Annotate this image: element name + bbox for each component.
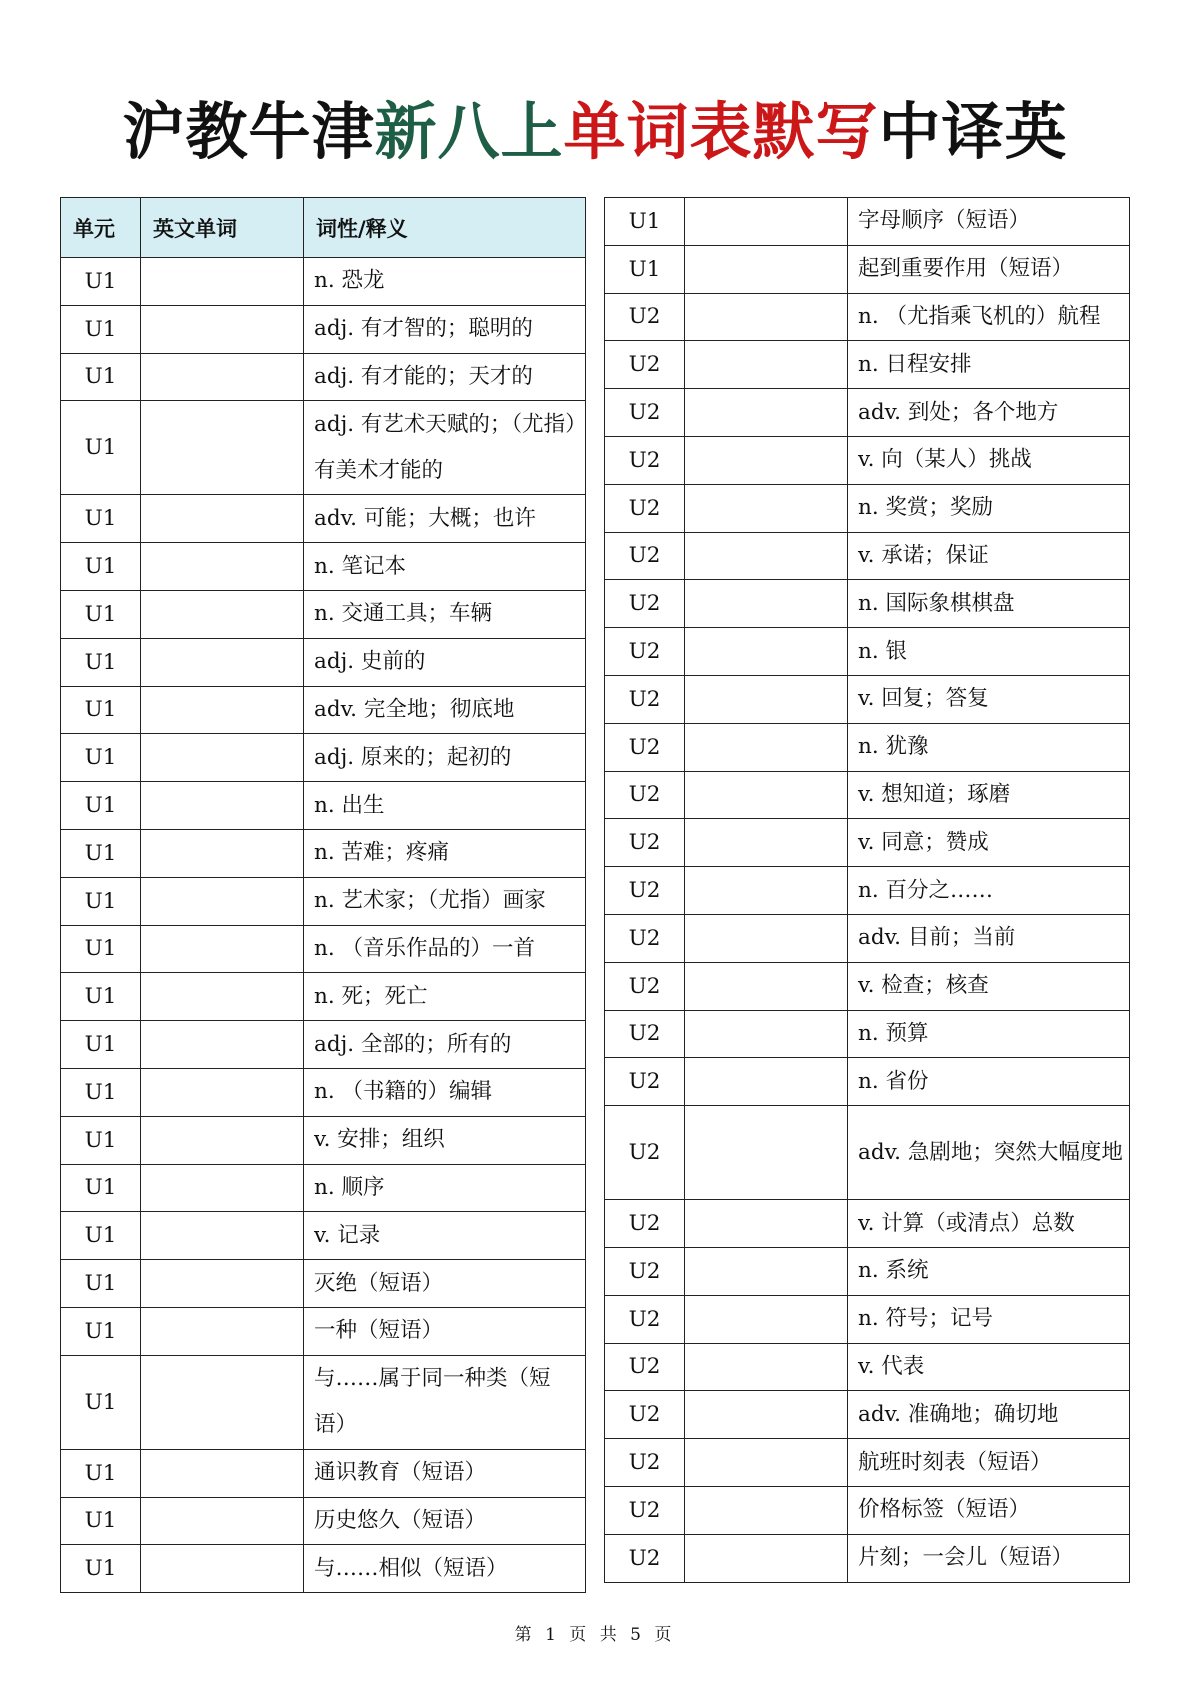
definition-cell: n. 恐龙 <box>304 258 586 306</box>
definition-cell: n. 犹豫 <box>848 723 1130 771</box>
definition-cell: n. （音乐作品的）一首 <box>304 925 586 973</box>
unit-cell: U1 <box>61 973 141 1021</box>
definition-cell: n. 死；死亡 <box>304 973 586 1021</box>
definition-cell: v. 回复；答复 <box>848 675 1130 723</box>
table-row <box>605 723 1130 771</box>
english-word-blank[interactable] <box>141 1449 304 1497</box>
unit-cell: U2 <box>605 1200 685 1248</box>
table-row <box>61 1021 586 1069</box>
table-row <box>605 962 1130 1010</box>
table-row <box>605 1343 1130 1391</box>
table-row <box>605 1486 1130 1534</box>
definition-cell: v. 检查；核查 <box>848 962 1130 1010</box>
unit-cell: U1 <box>61 734 141 782</box>
table-row <box>61 734 586 782</box>
table-row <box>605 1439 1130 1487</box>
table-row <box>605 1247 1130 1295</box>
english-word-blank[interactable] <box>141 1497 304 1545</box>
unit-cell: U1 <box>61 1355 141 1449</box>
english-word-blank[interactable] <box>141 590 304 638</box>
unit-cell: U1 <box>61 1164 141 1212</box>
table-row <box>605 341 1130 389</box>
english-word-blank[interactable] <box>141 1116 304 1164</box>
unit-cell: U1 <box>61 495 141 543</box>
table-row <box>605 293 1130 341</box>
page-title <box>0 92 1190 172</box>
english-word-blank[interactable] <box>141 1545 304 1593</box>
definition-cell: adv. 准确地；确切地 <box>848 1391 1130 1439</box>
unit-cell: U1 <box>605 245 685 293</box>
definition-cell: n. 国际象棋棋盘 <box>848 580 1130 628</box>
english-word-blank[interactable] <box>685 245 848 293</box>
definition-cell: 价格标签（短语） <box>848 1486 1130 1534</box>
english-word-blank[interactable] <box>141 1212 304 1260</box>
title-part-direction: 中译英 <box>878 95 1068 168</box>
unit-cell: U1 <box>61 353 141 401</box>
table-row <box>61 829 586 877</box>
definition-cell: 与……属于同一种类（短语） <box>304 1355 586 1449</box>
table-row <box>61 686 586 734</box>
definition-cell: v. 安排；组织 <box>304 1116 586 1164</box>
definition-cell: adj. 原来的；起初的 <box>304 734 586 782</box>
english-word-blank[interactable] <box>685 293 848 341</box>
table-row <box>605 867 1130 915</box>
unit-cell: U2 <box>605 1247 685 1295</box>
table-row <box>61 925 586 973</box>
title-part-publisher: 沪教牛津 <box>122 95 375 168</box>
unit-cell: U2 <box>605 819 685 867</box>
english-word-blank[interactable] <box>141 877 304 925</box>
english-word-blank[interactable] <box>685 723 848 771</box>
definition-cell: adj. 有艺术天赋的；（尤指）有美术才能的 <box>304 401 586 495</box>
unit-cell: U1 <box>61 305 141 353</box>
english-word-blank[interactable] <box>685 1058 848 1106</box>
english-word-blank[interactable] <box>141 1260 304 1308</box>
english-word-blank[interactable] <box>141 401 304 495</box>
table-row <box>61 782 586 830</box>
unit-cell: U2 <box>605 484 685 532</box>
definition-cell: adv. 急剧地；突然大幅度地 <box>848 1106 1130 1200</box>
definition-cell: v. 计算（或清点）总数 <box>848 1200 1130 1248</box>
table-row <box>61 401 586 495</box>
definition-cell: 航班时刻表（短语） <box>848 1439 1130 1487</box>
definition-cell: v. 同意；赞成 <box>848 819 1130 867</box>
table-row <box>61 1307 586 1355</box>
english-word-blank[interactable] <box>685 1010 848 1058</box>
unit-cell: U1 <box>61 686 141 734</box>
table-row <box>605 532 1130 580</box>
unit-cell: U2 <box>605 532 685 580</box>
definition-cell: adv. 可能；大概；也许 <box>304 495 586 543</box>
unit-cell: U2 <box>605 436 685 484</box>
definition-cell: n. 日程安排 <box>848 341 1130 389</box>
definition-cell: n. 苦难；疼痛 <box>304 829 586 877</box>
table-row <box>605 484 1130 532</box>
unit-cell: U2 <box>605 867 685 915</box>
table-row <box>605 1106 1130 1200</box>
english-word-blank[interactable] <box>685 1200 848 1248</box>
definition-cell: n. 艺术家；（尤指）画家 <box>304 877 586 925</box>
vocab-table-right <box>604 197 1130 1583</box>
table-row <box>61 1068 586 1116</box>
table-row <box>61 1497 586 1545</box>
unit-cell: U1 <box>61 401 141 495</box>
definition-cell: adj. 有才智的；聪明的 <box>304 305 586 353</box>
table-row <box>61 1212 586 1260</box>
table-row <box>605 436 1130 484</box>
unit-cell: U2 <box>605 1534 685 1582</box>
table-header-row <box>61 198 586 258</box>
table-row <box>605 1391 1130 1439</box>
definition-cell: adv. 完全地；彻底地 <box>304 686 586 734</box>
english-word-blank[interactable] <box>685 1295 848 1343</box>
english-word-blank[interactable] <box>685 1439 848 1487</box>
definition-cell: n. 省份 <box>848 1058 1130 1106</box>
unit-cell: U2 <box>605 1106 685 1200</box>
table-row <box>61 1116 586 1164</box>
header-definition: 词性/释义 <box>304 198 586 258</box>
english-word-blank[interactable] <box>685 962 848 1010</box>
definition-cell: v. 向（某人）挑战 <box>848 436 1130 484</box>
table-row <box>61 1545 586 1593</box>
definition-cell: n. 符号；记号 <box>848 1295 1130 1343</box>
unit-cell: U2 <box>605 771 685 819</box>
english-word-blank[interactable] <box>685 198 848 246</box>
definition-cell: n. （尤指乘飞机的）航程 <box>848 293 1130 341</box>
english-word-blank[interactable] <box>141 1021 304 1069</box>
unit-cell: U1 <box>61 1116 141 1164</box>
english-word-blank[interactable] <box>141 495 304 543</box>
unit-cell: U2 <box>605 341 685 389</box>
english-word-blank[interactable] <box>685 867 848 915</box>
table-row <box>605 675 1130 723</box>
english-word-blank[interactable] <box>685 1486 848 1534</box>
unit-cell: U1 <box>61 590 141 638</box>
header-unit: 单元 <box>61 198 141 258</box>
english-word-blank[interactable] <box>685 389 848 437</box>
definition-cell: n. 银 <box>848 628 1130 676</box>
english-word-blank[interactable] <box>685 628 848 676</box>
definition-cell: adj. 全部的；所有的 <box>304 1021 586 1069</box>
table-row <box>61 353 586 401</box>
table-row <box>605 198 1130 246</box>
english-word-blank[interactable] <box>685 675 848 723</box>
unit-cell: U2 <box>605 962 685 1010</box>
definition-cell: n. 系统 <box>848 1247 1130 1295</box>
definition-cell: 灭绝（短语） <box>304 1260 586 1308</box>
english-word-blank[interactable] <box>685 341 848 389</box>
table-row <box>605 580 1130 628</box>
english-word-blank[interactable] <box>141 686 304 734</box>
definition-cell: n. （书籍的）编辑 <box>304 1068 586 1116</box>
unit-cell: U1 <box>61 1449 141 1497</box>
unit-cell: U2 <box>605 293 685 341</box>
table-row <box>61 495 586 543</box>
english-word-blank[interactable] <box>685 1534 848 1582</box>
unit-cell: U1 <box>61 829 141 877</box>
unit-cell: U1 <box>61 1545 141 1593</box>
english-word-blank[interactable] <box>141 925 304 973</box>
table-row <box>61 258 586 306</box>
definition-cell: 字母顺序（短语） <box>848 198 1130 246</box>
unit-cell: U2 <box>605 1486 685 1534</box>
english-word-blank[interactable] <box>141 638 304 686</box>
table-row <box>605 245 1130 293</box>
table-row <box>61 1449 586 1497</box>
unit-cell: U1 <box>61 1497 141 1545</box>
vocab-table-left-body <box>61 258 586 1593</box>
definition-cell: adv. 目前；当前 <box>848 914 1130 962</box>
table-row <box>605 1295 1130 1343</box>
english-word-blank[interactable] <box>141 829 304 877</box>
english-word-blank[interactable] <box>685 1106 848 1200</box>
definition-cell: 通识教育（短语） <box>304 1449 586 1497</box>
unit-cell: U2 <box>605 580 685 628</box>
unit-cell: U2 <box>605 1391 685 1439</box>
definition-cell: adj. 史前的 <box>304 638 586 686</box>
table-row <box>605 389 1130 437</box>
unit-cell: U2 <box>605 1295 685 1343</box>
page-footer: 第 1 页 共 5 页 <box>514 1625 676 1645</box>
unit-cell: U2 <box>605 1343 685 1391</box>
definition-cell: n. 出生 <box>304 782 586 830</box>
title-part-topic: 单词表默写 <box>563 95 879 168</box>
table-row <box>605 819 1130 867</box>
definition-cell: 起到重要作用（短语） <box>848 245 1130 293</box>
unit-cell: U1 <box>61 258 141 306</box>
english-word-blank[interactable] <box>141 258 304 306</box>
vocab-table-left <box>60 197 586 1593</box>
english-word-blank[interactable] <box>141 973 304 1021</box>
vocab-table-right-body <box>605 198 1130 1583</box>
english-word-blank[interactable] <box>141 305 304 353</box>
definition-cell: adj. 有才能的；天才的 <box>304 353 586 401</box>
english-word-blank[interactable] <box>141 353 304 401</box>
unit-cell: U1 <box>61 782 141 830</box>
definition-cell: adv. 到处；各个地方 <box>848 389 1130 437</box>
table-row <box>61 590 586 638</box>
english-word-blank[interactable] <box>685 532 848 580</box>
unit-cell: U1 <box>605 198 685 246</box>
english-word-blank[interactable] <box>685 484 848 532</box>
english-word-blank[interactable] <box>685 580 848 628</box>
english-word-blank[interactable] <box>141 1164 304 1212</box>
unit-cell: U1 <box>61 1021 141 1069</box>
table-row <box>61 1355 586 1449</box>
definition-cell: v. 记录 <box>304 1212 586 1260</box>
unit-cell: U2 <box>605 675 685 723</box>
unit-cell: U1 <box>61 877 141 925</box>
table-row <box>61 1260 586 1308</box>
table-row <box>605 1058 1130 1106</box>
table-row <box>61 543 586 591</box>
unit-cell: U2 <box>605 1439 685 1487</box>
definition-cell: 与……相似（短语） <box>304 1545 586 1593</box>
table-row <box>605 771 1130 819</box>
definition-cell: v. 承诺；保证 <box>848 532 1130 580</box>
unit-cell: U2 <box>605 1010 685 1058</box>
unit-cell: U2 <box>605 1058 685 1106</box>
definition-cell: n. 笔记本 <box>304 543 586 591</box>
definition-cell: n. 预算 <box>848 1010 1130 1058</box>
table-row <box>605 1534 1130 1582</box>
unit-cell: U2 <box>605 389 685 437</box>
english-word-blank[interactable] <box>141 1355 304 1449</box>
definition-cell: v. 代表 <box>848 1343 1130 1391</box>
table-row <box>61 877 586 925</box>
unit-cell: U1 <box>61 638 141 686</box>
definition-cell: n. 交通工具；车辆 <box>304 590 586 638</box>
english-word-blank[interactable] <box>685 914 848 962</box>
table-row <box>605 1200 1130 1248</box>
english-word-blank[interactable] <box>141 1307 304 1355</box>
table-row <box>61 638 586 686</box>
unit-cell: U1 <box>61 1307 141 1355</box>
table-row <box>605 1010 1130 1058</box>
english-word-blank[interactable] <box>685 436 848 484</box>
english-word-blank[interactable] <box>685 1247 848 1295</box>
table-row <box>61 305 586 353</box>
unit-cell: U1 <box>61 1260 141 1308</box>
english-word-blank[interactable] <box>141 543 304 591</box>
unit-cell: U1 <box>61 543 141 591</box>
definition-cell: 片刻；一会儿（短语） <box>848 1534 1130 1582</box>
header-english-word: 英文单词 <box>141 198 304 258</box>
english-word-blank[interactable] <box>141 734 304 782</box>
table-row <box>605 914 1130 962</box>
definition-cell: v. 想知道；琢磨 <box>848 771 1130 819</box>
title-part-grade: 新八上 <box>374 95 564 168</box>
english-word-blank[interactable] <box>685 1343 848 1391</box>
table-row <box>605 628 1130 676</box>
unit-cell: U1 <box>61 1068 141 1116</box>
definition-cell: n. 百分之…… <box>848 867 1130 915</box>
unit-cell: U2 <box>605 914 685 962</box>
english-word-blank[interactable] <box>685 819 848 867</box>
definition-cell: 一种（短语） <box>304 1307 586 1355</box>
unit-cell: U2 <box>605 723 685 771</box>
table-row <box>61 1164 586 1212</box>
english-word-blank[interactable] <box>141 1068 304 1116</box>
unit-cell: U1 <box>61 925 141 973</box>
unit-cell: U2 <box>605 628 685 676</box>
definition-cell: n. 顺序 <box>304 1164 586 1212</box>
table-row <box>61 973 586 1021</box>
definition-cell: n. 奖赏；奖励 <box>848 484 1130 532</box>
english-word-blank[interactable] <box>685 771 848 819</box>
unit-cell: U1 <box>61 1212 141 1260</box>
english-word-blank[interactable] <box>141 782 304 830</box>
english-word-blank[interactable] <box>685 1391 848 1439</box>
definition-cell: 历史悠久（短语） <box>304 1497 586 1545</box>
